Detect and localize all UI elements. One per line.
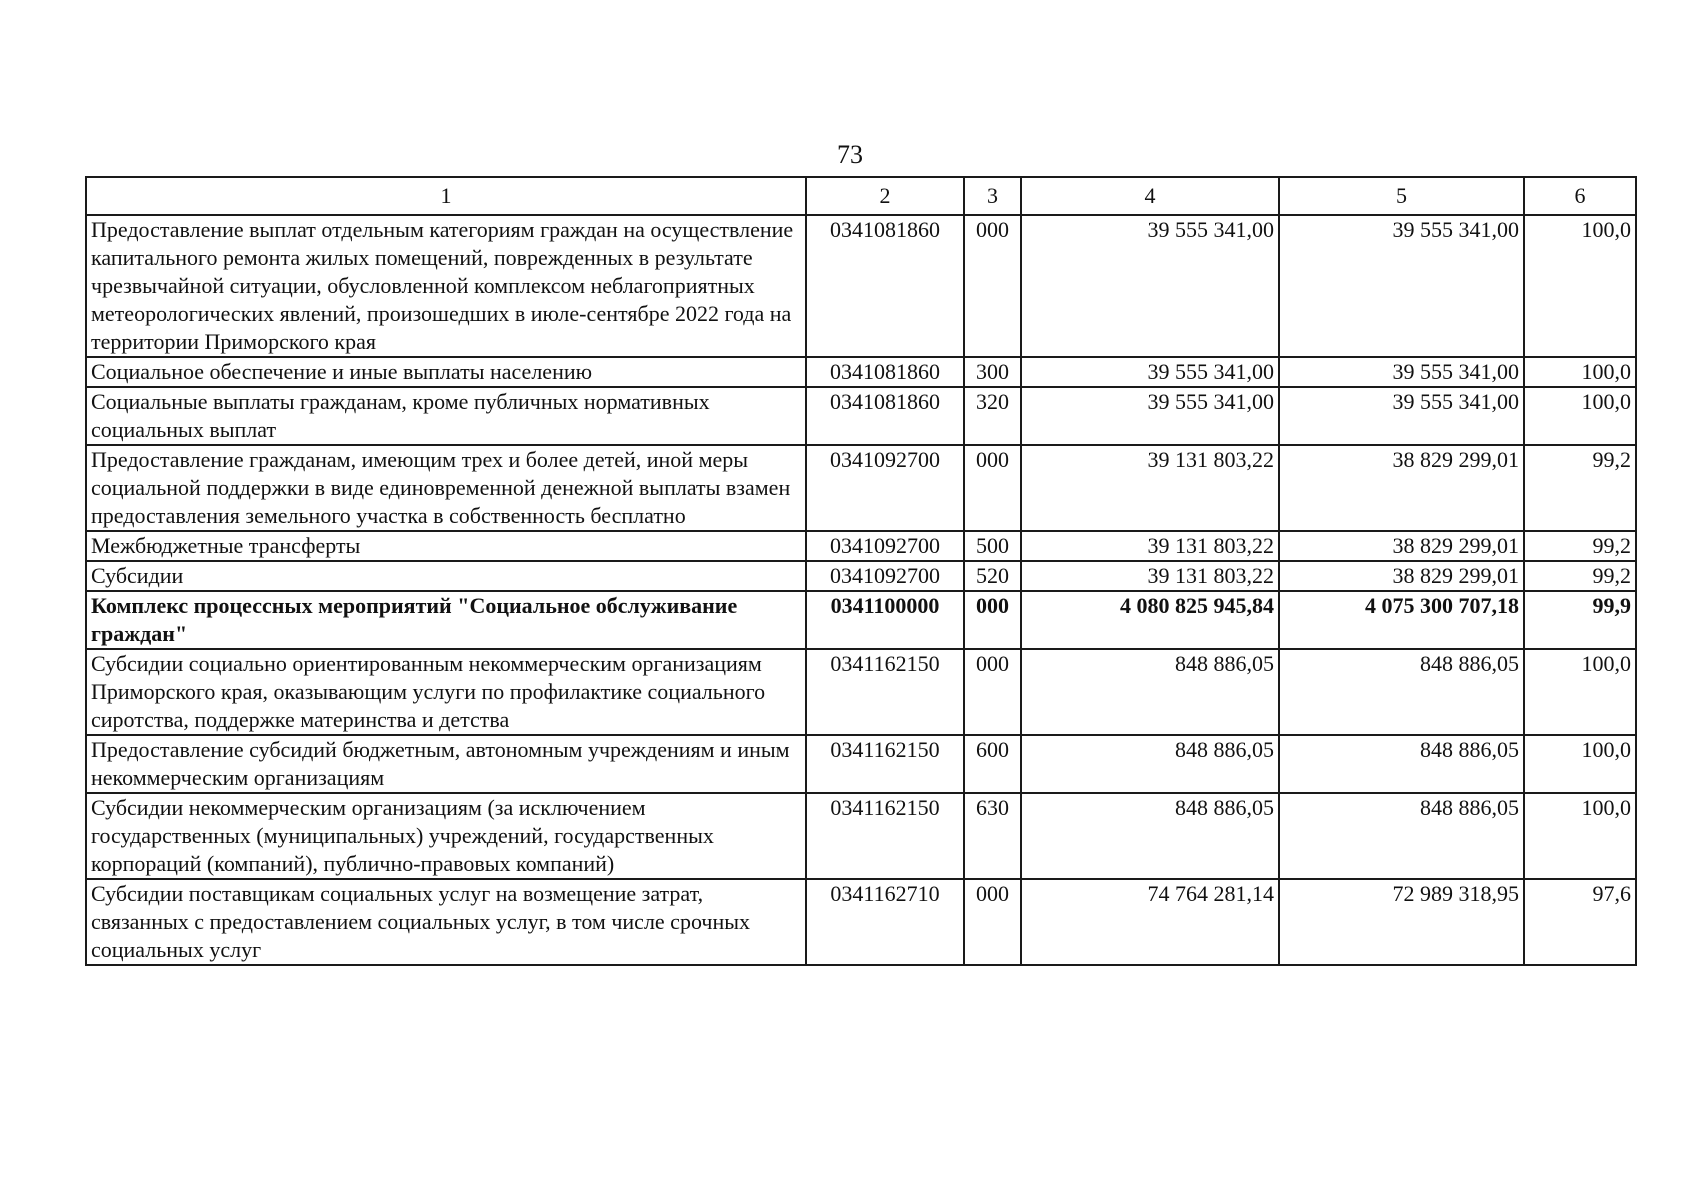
row-expense-type: 300 [964,357,1021,387]
row-description: Субсидии социально ориентированным некоммерческим организациям Приморского края, оказывающим услуги по профилактике социального сиротства, поддержке материнства и детства [86,649,806,735]
row-executed-amount: 39 555 341,00 [1279,215,1524,357]
row-planned-amount: 848 886,05 [1021,735,1279,793]
row-planned-amount: 39 131 803,22 [1021,531,1279,561]
row-execution-percent: 99,9 [1524,591,1636,649]
row-description: Социальное обеспечение и иные выплаты населению [86,357,806,387]
row-executed-amount: 38 829 299,01 [1279,445,1524,531]
row-planned-amount: 39 131 803,22 [1021,445,1279,531]
row-target-code: 0341092700 [806,561,964,591]
row-expense-type: 000 [964,445,1021,531]
row-executed-amount: 848 886,05 [1279,735,1524,793]
row-executed-amount: 848 886,05 [1279,793,1524,879]
row-execution-percent: 99,2 [1524,445,1636,531]
row-target-code: 0341162710 [806,879,964,965]
row-expense-type: 600 [964,735,1021,793]
row-execution-percent: 97,6 [1524,879,1636,965]
row-expense-type: 000 [964,591,1021,649]
row-target-code: 0341092700 [806,445,964,531]
row-description: Комплекс процессных мероприятий "Социальное обслуживание граждан" [86,591,806,649]
row-execution-percent: 100,0 [1524,215,1636,357]
table-row [86,735,1636,793]
row-execution-percent: 100,0 [1524,735,1636,793]
row-planned-amount: 848 886,05 [1021,793,1279,879]
row-execution-percent: 99,2 [1524,561,1636,591]
table-row [86,649,1636,735]
column-header: 5 [1279,177,1524,215]
row-planned-amount: 39 555 341,00 [1021,215,1279,357]
row-planned-amount: 848 886,05 [1021,649,1279,735]
row-planned-amount: 4 080 825 945,84 [1021,591,1279,649]
column-header: 2 [806,177,964,215]
table-row [86,879,1636,965]
row-target-code: 0341081860 [806,387,964,445]
row-executed-amount: 38 829 299,01 [1279,531,1524,561]
row-description: Субсидии некоммерческим организациям (за исключением государственных (муниципальных) учреждений, государственных корпораций (компаний), публично-правовых компаний) [86,793,806,879]
row-expense-type: 500 [964,531,1021,561]
row-expense-type: 520 [964,561,1021,591]
table-row [86,561,1636,591]
row-execution-percent: 99,2 [1524,531,1636,561]
column-header: 4 [1021,177,1279,215]
column-header: 1 [86,177,806,215]
row-execution-percent: 100,0 [1524,357,1636,387]
table-row [86,531,1636,561]
row-description: Предоставление выплат отдельным категориям граждан на осуществление капитального ремонта жилых помещений, поврежденных в результате чрезвычайной ситуации, обусловленной комплексом неблагоприятных метеорологических явлений, произошедших в июле-сентябре 2022 года на территории Приморского края [86,215,806,357]
row-execution-percent: 100,0 [1524,387,1636,445]
row-target-code: 0341081860 [806,357,964,387]
row-description: Межбюджетные трансферты [86,531,806,561]
table-row [86,357,1636,387]
row-expense-type: 000 [964,649,1021,735]
row-planned-amount: 39 555 341,00 [1021,387,1279,445]
table-body [86,215,1636,965]
table-row [86,445,1636,531]
table-row [86,387,1636,445]
row-target-code: 0341092700 [806,531,964,561]
row-expense-type: 630 [964,793,1021,879]
row-execution-percent: 100,0 [1524,793,1636,879]
row-target-code: 0341162150 [806,735,964,793]
row-executed-amount: 72 989 318,95 [1279,879,1524,965]
row-description: Субсидии поставщикам социальных услуг на возмещение затрат, связанных с предоставлением социальных услуг, в том числе срочных социальных услуг [86,879,806,965]
table-row [86,591,1636,649]
row-expense-type: 000 [964,879,1021,965]
table-row [86,215,1636,357]
row-description: Социальные выплаты гражданам, кроме публичных нормативных социальных выплат [86,387,806,445]
row-executed-amount: 39 555 341,00 [1279,357,1524,387]
row-executed-amount: 4 075 300 707,18 [1279,591,1524,649]
row-target-code: 0341162150 [806,793,964,879]
page-number: 73 [837,140,863,169]
row-planned-amount: 74 764 281,14 [1021,879,1279,965]
row-description: Субсидии [86,561,806,591]
row-executed-amount: 848 886,05 [1279,649,1524,735]
row-target-code: 0341162150 [806,649,964,735]
row-expense-type: 000 [964,215,1021,357]
row-target-code: 0341100000 [806,591,964,649]
row-expense-type: 320 [964,387,1021,445]
row-description: Предоставление гражданам, имеющим трех и более детей, иной меры социальной поддержки в виде единовременной денежной выплаты взамен предоставления земельного участка в собственность бесплатно [86,445,806,531]
row-execution-percent: 100,0 [1524,649,1636,735]
column-header: 3 [964,177,1021,215]
budget-table [85,176,1637,966]
table-row [86,793,1636,879]
row-executed-amount: 38 829 299,01 [1279,561,1524,591]
table-header-row [86,177,1636,215]
row-description: Предоставление субсидий бюджетным, автономным учреждениям и иным некоммерческим организациям [86,735,806,793]
row-planned-amount: 39 555 341,00 [1021,357,1279,387]
row-target-code: 0341081860 [806,215,964,357]
row-executed-amount: 39 555 341,00 [1279,387,1524,445]
row-planned-amount: 39 131 803,22 [1021,561,1279,591]
column-header: 6 [1524,177,1636,215]
